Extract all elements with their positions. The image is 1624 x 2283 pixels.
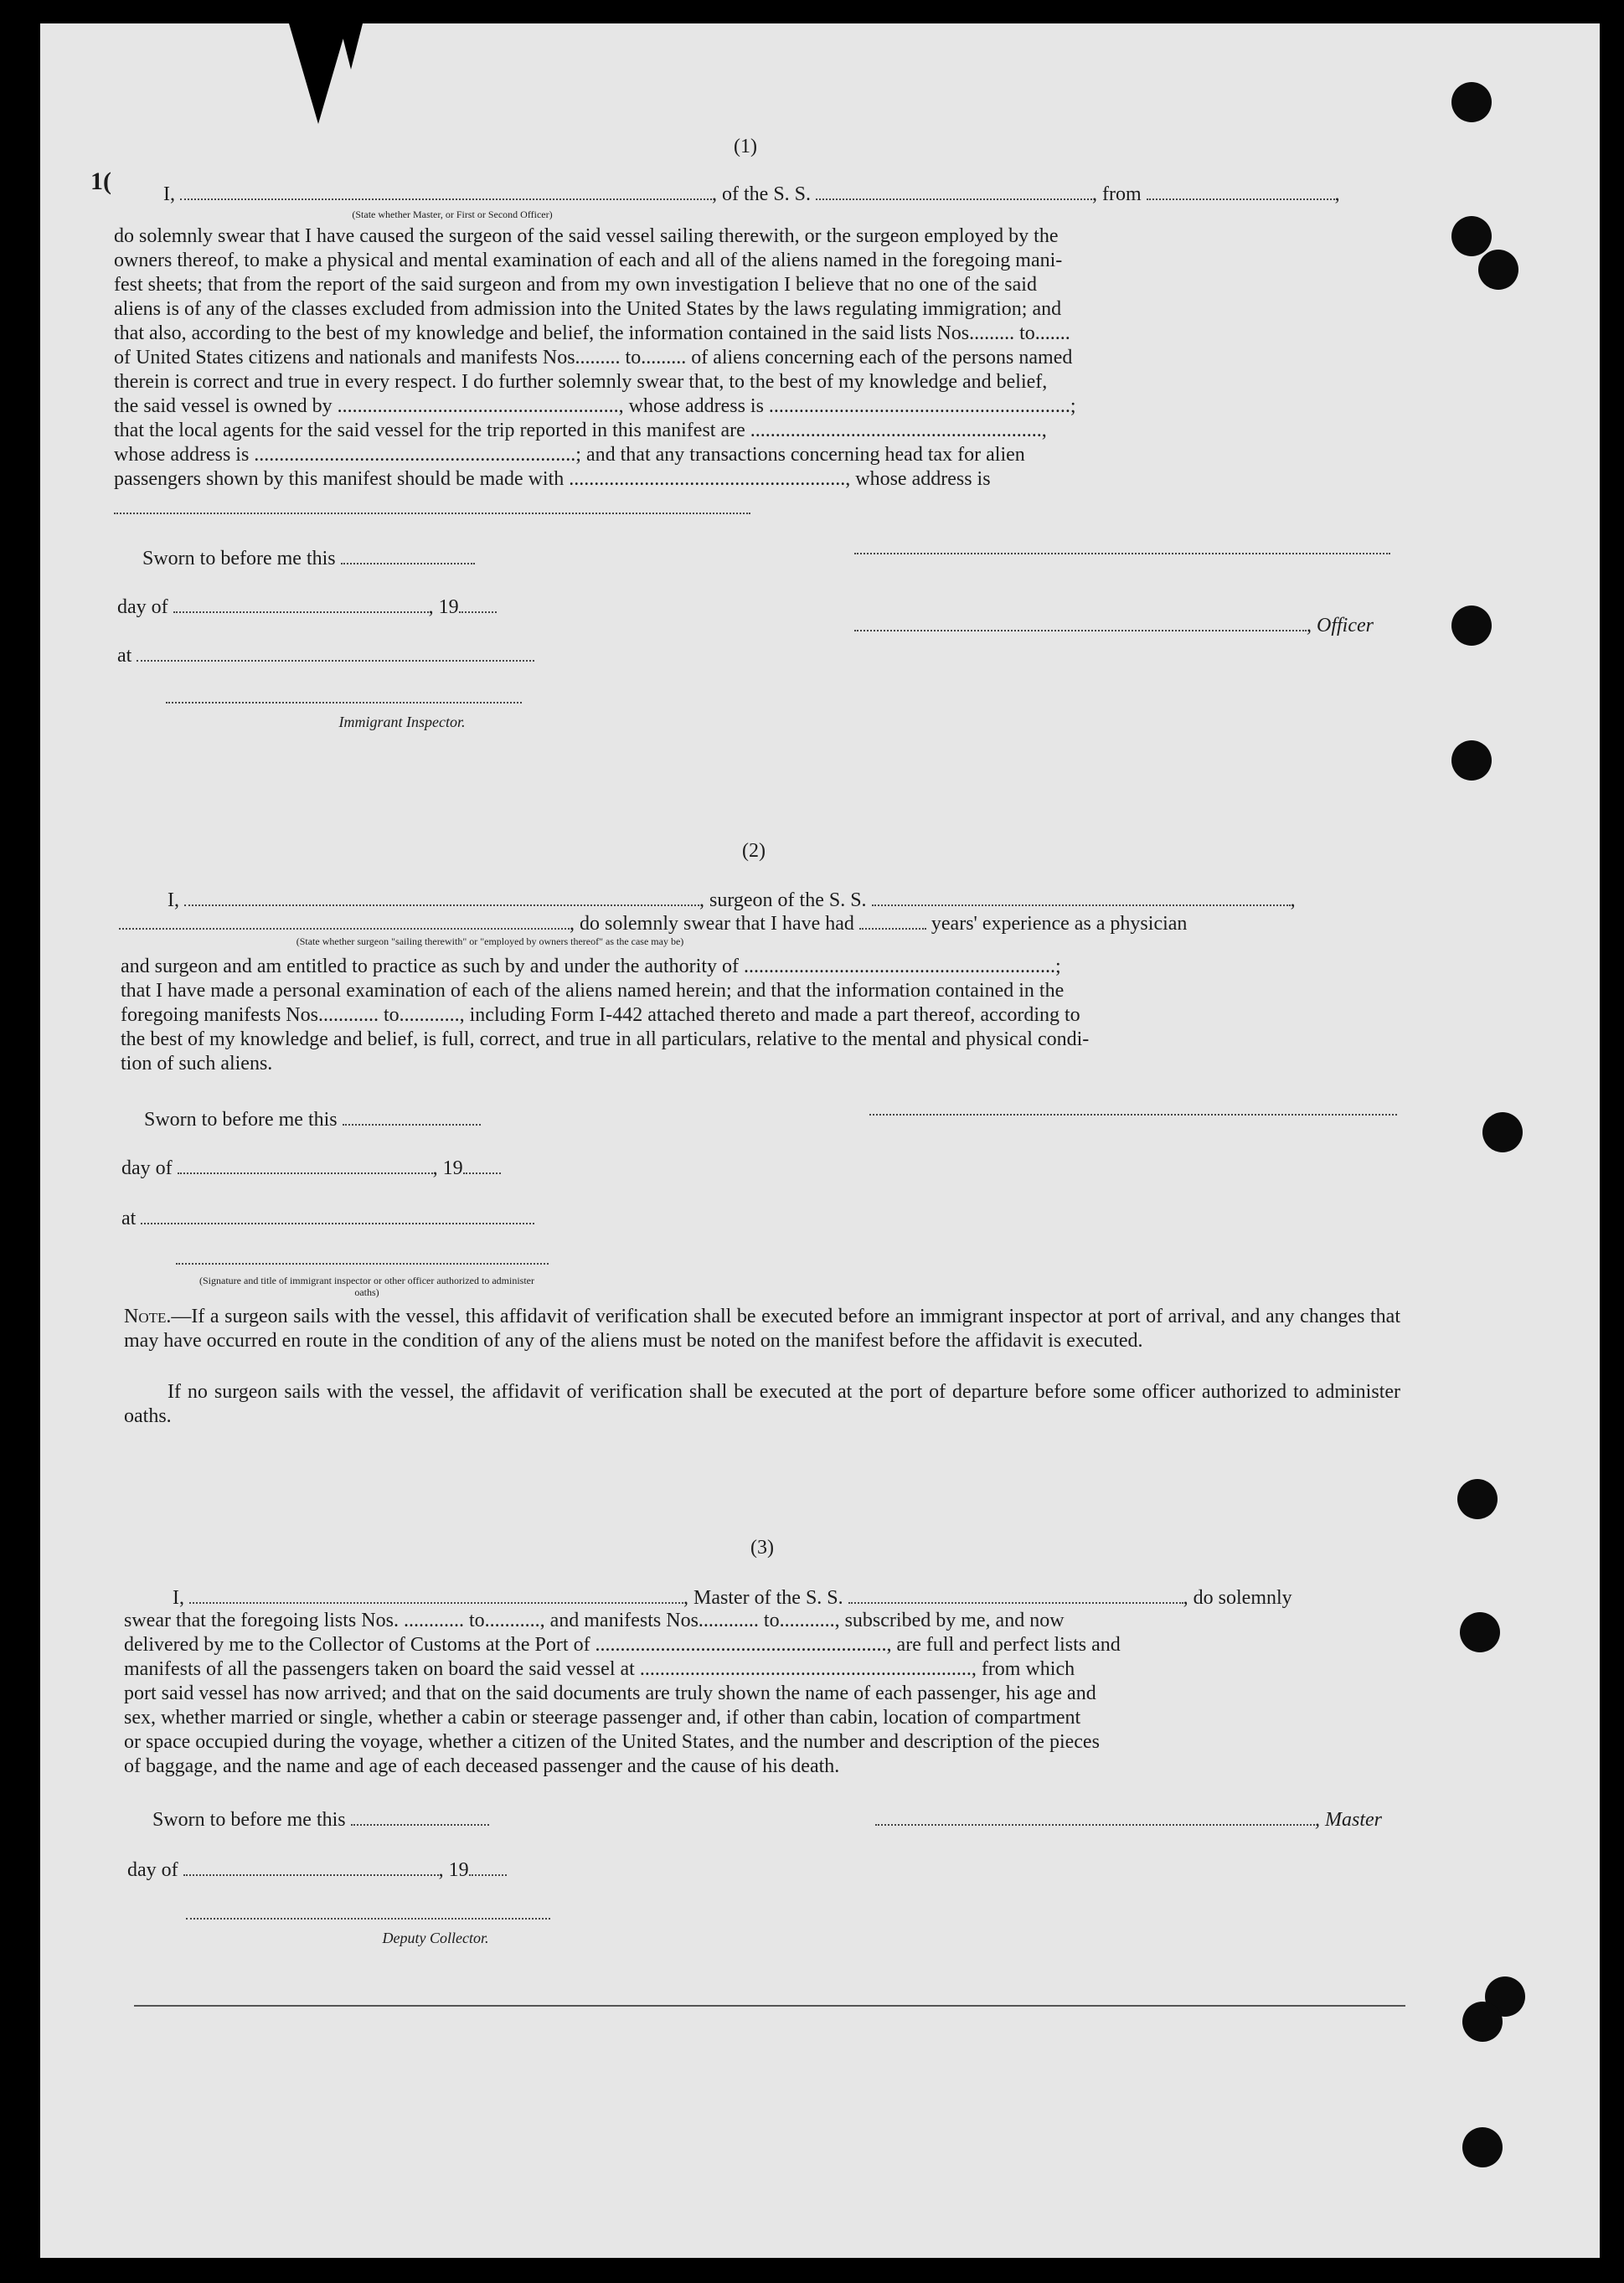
body-line: sex, whether married or single, whether a cabin or steerage passenger and, if other than cabin, location of compartment	[124, 1707, 1081, 1729]
section-2-body	[121, 955, 1399, 1076]
sworn-line-1: Sworn to before me this	[142, 546, 475, 570]
body-line: whose address is ................................................................; and that any transactions concerning head tax for alien	[114, 444, 1025, 466]
day-line-3: day of , 19	[127, 1858, 507, 1882]
body-line: delivered by me to the Collector of Customs at the Port of .........................................................., are full and perfect lists and	[124, 1634, 1121, 1656]
body-line: or space occupied during the voyage, whether a citizen of the United States, and the number and description of the pieces	[124, 1731, 1100, 1753]
section-1-oath-line: I, , of the S. S. , from ,	[163, 183, 1340, 205]
section-2-line-2: , do solemnly swear that I have had years' experience as a physician	[119, 911, 1187, 935]
body-line: swear that the foregoing lists Nos. ............ to..........., and manifests Nos............ to..........., subscribed by me, and now	[124, 1610, 1065, 1631]
body-line: that also, according to the best of my knowledge and belief, the information contained in the said lists Nos......... to.......	[114, 322, 1070, 344]
punch-hole	[1478, 250, 1518, 290]
body-line: passengers shown by this manifest should be made with ......................................................., whose address is	[114, 468, 991, 490]
punch-hole	[1451, 216, 1492, 256]
surgeon-caption: (State whether surgeon "sailing therewith" or "employed by owners thereof" as the case may be)	[296, 935, 684, 947]
margin-mark: 1(	[90, 167, 111, 195]
section-3-line-1: I, , Master of the S. S. , do solemnly	[173, 1587, 1292, 1609]
section-2-line-1: I, , surgeon of the S. S. ,	[168, 889, 1296, 911]
body-line: do solemnly swear that I have caused the surgeon of the said vessel sailing therewith, or the surgeon employed by the	[114, 225, 1059, 247]
section-1-heading: (1)	[734, 136, 757, 157]
body-line: and surgeon and am entitled to practice as such by and under the authority of ..............................................................;	[121, 956, 1061, 977]
body-line: therein is correct and true in every respect. I do further solemnly swear that, to the best of my knowledge and belief,	[114, 371, 1048, 393]
body-line: owners thereof, to make a physical and mental examination of each and all of the aliens named in the foregoing mani-	[114, 250, 1063, 271]
signature-caption: (Signature and title of immigrant inspector or other officer authorized to administer oaths)	[199, 1275, 534, 1298]
day-line-1: day of , 19	[117, 595, 497, 619]
body-line: that the local agents for the said vessel for the trip reported in this manifest are ..........................................................,	[114, 420, 1047, 441]
punch-hole	[1460, 1612, 1500, 1652]
surgeon-signature-line	[869, 1114, 1397, 1116]
section-3-heading: (3)	[750, 1537, 774, 1559]
inspector-caption: Immigrant Inspector.	[338, 714, 466, 730]
note-paragraph-2: If no surgeon sails with the vessel, the affidavit of verification shall be executed at the port of departure before some officer authorized to administer oaths.	[124, 1381, 1400, 1427]
officer-line: , Officer	[854, 613, 1374, 637]
collector-signature-line	[186, 1918, 550, 1920]
address-blank-line	[114, 513, 750, 514]
officer-signature-line	[854, 553, 1390, 554]
footer-rule	[134, 2005, 1405, 2007]
punch-hole	[1462, 2127, 1503, 2167]
section-3-body	[124, 1609, 1404, 1779]
punch-hole	[1451, 82, 1492, 122]
torn-edge-small	[339, 23, 363, 70]
master-line: , Master	[875, 1807, 1382, 1832]
body-line: port said vessel has now arrived; and that on the said documents are truly shown the name of each passenger, his age and	[124, 1683, 1096, 1704]
body-line: aliens is of any of the classes excluded from admission into the United States by the laws regulating immigration; and	[114, 298, 1062, 320]
section-2-heading: (2)	[742, 840, 766, 862]
inspector-signature-line	[166, 702, 522, 703]
body-line: of United States citizens and nationals and manifests Nos......... to......... of aliens concerning each of the persons named	[114, 347, 1073, 368]
body-line: of baggage, and the name and age of each deceased passenger and the cause of his death.	[124, 1755, 840, 1777]
collector-caption: Deputy Collector.	[382, 1930, 489, 1946]
punch-hole	[1457, 1479, 1498, 1519]
day-line-2: day of , 19	[121, 1156, 501, 1180]
sworn-line-3: Sworn to before me this	[152, 1807, 489, 1832]
body-line: that I have made a personal examination of each of the aliens named herein; and that the information contained in the	[121, 980, 1065, 1002]
body-line: the said vessel is owned by ........................................................, whose address is ............................................................;	[114, 395, 1076, 417]
inspector-signature-line-2	[176, 1263, 549, 1265]
body-line: fest sheets; that from the report of the said surgeon and from my own investigation I believe that no one of the said	[114, 274, 1037, 296]
punch-hole	[1451, 740, 1492, 781]
punch-hole	[1482, 1112, 1523, 1152]
sworn-line-2: Sworn to before me this	[144, 1107, 481, 1131]
body-line: manifests of all the passengers taken on board the said vessel at .................................................................., from which	[124, 1658, 1075, 1680]
punch-hole	[1462, 2002, 1503, 2042]
section-1-body	[114, 224, 1389, 492]
punch-hole	[1451, 606, 1492, 646]
at-line-1: at	[117, 643, 534, 667]
body-line: the best of my knowledge and belief, is full, correct, and true in all particulars, relative to the mental and physical condi-	[121, 1028, 1090, 1050]
at-line-2: at	[121, 1206, 534, 1230]
body-line: foregoing manifests Nos............ to............, including Form I-442 attached thereto and made a part thereof, according to	[121, 1004, 1080, 1026]
body-line: tion of such aliens.	[121, 1053, 273, 1075]
officer-caption: (State whether Master, or First or Second Officer)	[352, 209, 553, 220]
note-paragraph-1: Note.—If a surgeon sails with the vessel, this affidavit of verification shall be executed before an immigrant inspector at port of arrival, and any changes that may have occurred en route in the condition of any of the aliens must be noted on the manifest before the affidavit is executed.	[124, 1306, 1400, 1352]
